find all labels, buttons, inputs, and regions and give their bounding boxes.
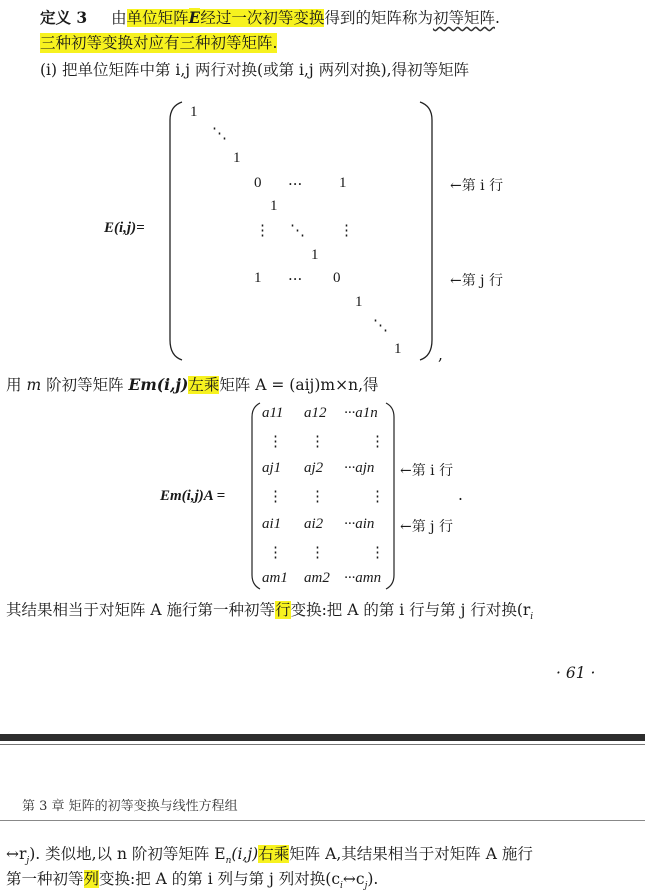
m1-ddots-1: ⋱ — [212, 124, 227, 142]
bottom-text-ij: (i,j) — [231, 845, 259, 863]
m1-entry-1-4: 1 — [311, 247, 319, 263]
symbol-m: m — [26, 376, 42, 394]
matrix2-lhs — [160, 488, 225, 505]
chapter-header-rule — [0, 820, 645, 821]
m1-entry-1-5: 1 — [355, 294, 363, 310]
m2-rowi-col1: ai1 — [262, 516, 282, 532]
m2-rowm-col1: am1 — [262, 570, 288, 586]
matrix1-row-j-label: ←第 j 行 — [450, 273, 503, 289]
highlight-identity-matrix: 单位矩阵 — [126, 9, 189, 27]
m2-rowm-coln: ···amn — [344, 570, 382, 586]
matrix1-comma: , — [438, 346, 443, 364]
definition-period: . — [494, 9, 500, 27]
symbol-Em-ij: Em(i,j) — [128, 375, 189, 394]
left-multiply-text-1: 用 — [6, 376, 22, 394]
m1-entry-0-j: 0 — [333, 270, 341, 286]
matrix2-row-i-label: ←第 i 行 — [400, 463, 454, 479]
m1-ddots-2: ⋱ — [373, 316, 388, 334]
bottom-text-1: ↔r — [6, 845, 27, 863]
m2-vdots-3c: ⋮ — [370, 543, 385, 561]
m1-vdots-right: ⋮ — [339, 221, 354, 239]
m1-entry-0-i: 0 — [254, 175, 262, 191]
m2-vdots-2b: ⋮ — [310, 487, 325, 505]
symbol-E: E — [188, 8, 201, 27]
subscript-ci: i — [340, 881, 343, 892]
m2-rowj-coln: ···ajn — [344, 460, 375, 476]
m1-entry-1-2: 1 — [233, 150, 241, 166]
m1-entry-1-3: 1 — [270, 198, 278, 214]
m1-vdots-left: ⋮ — [255, 221, 270, 239]
m2-rowi-coln: ···ain — [344, 516, 375, 532]
definition-line — [40, 8, 500, 28]
page-divider-thick — [0, 734, 645, 741]
m1-entry-1-1: 1 — [190, 104, 198, 120]
left-multiply-line — [6, 375, 379, 395]
page-divider-thin — [0, 744, 645, 745]
m2-row1-col2: a12 — [304, 405, 327, 421]
column-text-1: 第一种初等 — [6, 870, 84, 888]
highlight-column: 列 — [83, 870, 100, 888]
m2-row1-col1: a11 — [262, 405, 284, 421]
definition-text-2: 得到的矩阵称为 — [324, 9, 433, 27]
m2-vdots-1b: ⋮ — [310, 432, 325, 450]
m2-vdots-1a: ⋮ — [268, 432, 283, 450]
m1-entry-1-j: 1 — [254, 270, 262, 286]
chapter-header: 第 3 章 矩阵的初等变换与线性方程组 — [22, 799, 238, 814]
definition-label: 定义 3 — [40, 8, 88, 27]
m1-ddots-mid: ⋱ — [290, 221, 305, 239]
m2-rowi-col2: ai2 — [304, 516, 324, 532]
definition-text-1: 由 — [111, 9, 127, 27]
column-text-2: 变换:把 A 的第 i 列与第 j 列对换(c — [99, 870, 341, 888]
m1-entry-1-6: 1 — [394, 341, 402, 357]
highlight-three-types-line: 三种初等变换对应有三种初等矩阵. — [40, 34, 278, 52]
m2-vdots-1c: ⋮ — [370, 432, 385, 450]
left-multiply-text-2: 阶初等矩阵 — [46, 376, 124, 394]
m2-rowm-col2: am2 — [304, 570, 330, 586]
m2-vdots-3a: ⋮ — [268, 543, 283, 561]
matrix1-lhs — [104, 220, 145, 237]
m2-rowj-col2: aj2 — [304, 460, 324, 476]
subscript-n: n — [225, 856, 232, 867]
highlight-row: 行 — [275, 601, 291, 619]
highlight-left-multiply: 左乘 — [188, 376, 220, 394]
result-text-2: 变换:把 A 的第 i 行与第 j 行对换(r — [290, 601, 531, 619]
column-swap-line — [6, 869, 378, 896]
matrix2-period: . — [458, 486, 463, 504]
matrix2-lhs-label: Em(i,j)A = — [160, 488, 226, 504]
result-text-1: 其结果相当于对矩阵 A 施行第一种初等 — [6, 601, 276, 619]
m2-row1-coln: ···a1n — [344, 405, 378, 421]
m2-vdots-3b: ⋮ — [310, 543, 325, 561]
highlight-right-multiply: 右乘 — [258, 845, 290, 863]
bottom-text-2: ). 类似地,以 n 阶初等矩阵 E — [29, 845, 226, 863]
subscript-cj: j — [364, 881, 368, 892]
case-i-intro-line: (ⅰ) 把单位矩阵中第 i,j 两行对换(或第 i,j 两列对换),得初等矩阵 — [40, 61, 470, 79]
m2-rowj-col1: aj1 — [262, 460, 282, 476]
subscript-j: j — [26, 856, 30, 867]
matrix1-lhs-label: E(i,j)= — [104, 220, 145, 236]
matrix2-row-j-label: ←第 j 行 — [400, 519, 453, 535]
subscript-i: i — [530, 612, 534, 623]
result-row-swap-line — [6, 600, 533, 627]
left-multiply-text-3: 矩阵 A = (aij)m×n,得 — [219, 376, 379, 394]
m1-entry-1-i: 1 — [339, 175, 347, 191]
column-text-end: ). — [367, 870, 379, 888]
right-multiply-line — [6, 844, 533, 871]
page-number: · 61 · — [556, 664, 596, 682]
m2-vdots-2c: ⋮ — [370, 487, 385, 505]
m1-hdots-i: ··· — [288, 175, 303, 193]
term-elementary-matrix: 初等矩阵 — [432, 9, 495, 27]
m2-vdots-2a: ⋮ — [268, 487, 283, 505]
matrix1-row-i-label: ←第 i 行 — [450, 178, 504, 194]
bottom-text-3: 矩阵 A,其结果相当于对矩阵 A 施行 — [289, 845, 533, 863]
column-text-arrow: ↔c — [342, 870, 365, 888]
highlight-one-elementary-transform: 经过一次初等变换 — [200, 9, 325, 27]
m1-hdots-j: ··· — [288, 270, 303, 288]
